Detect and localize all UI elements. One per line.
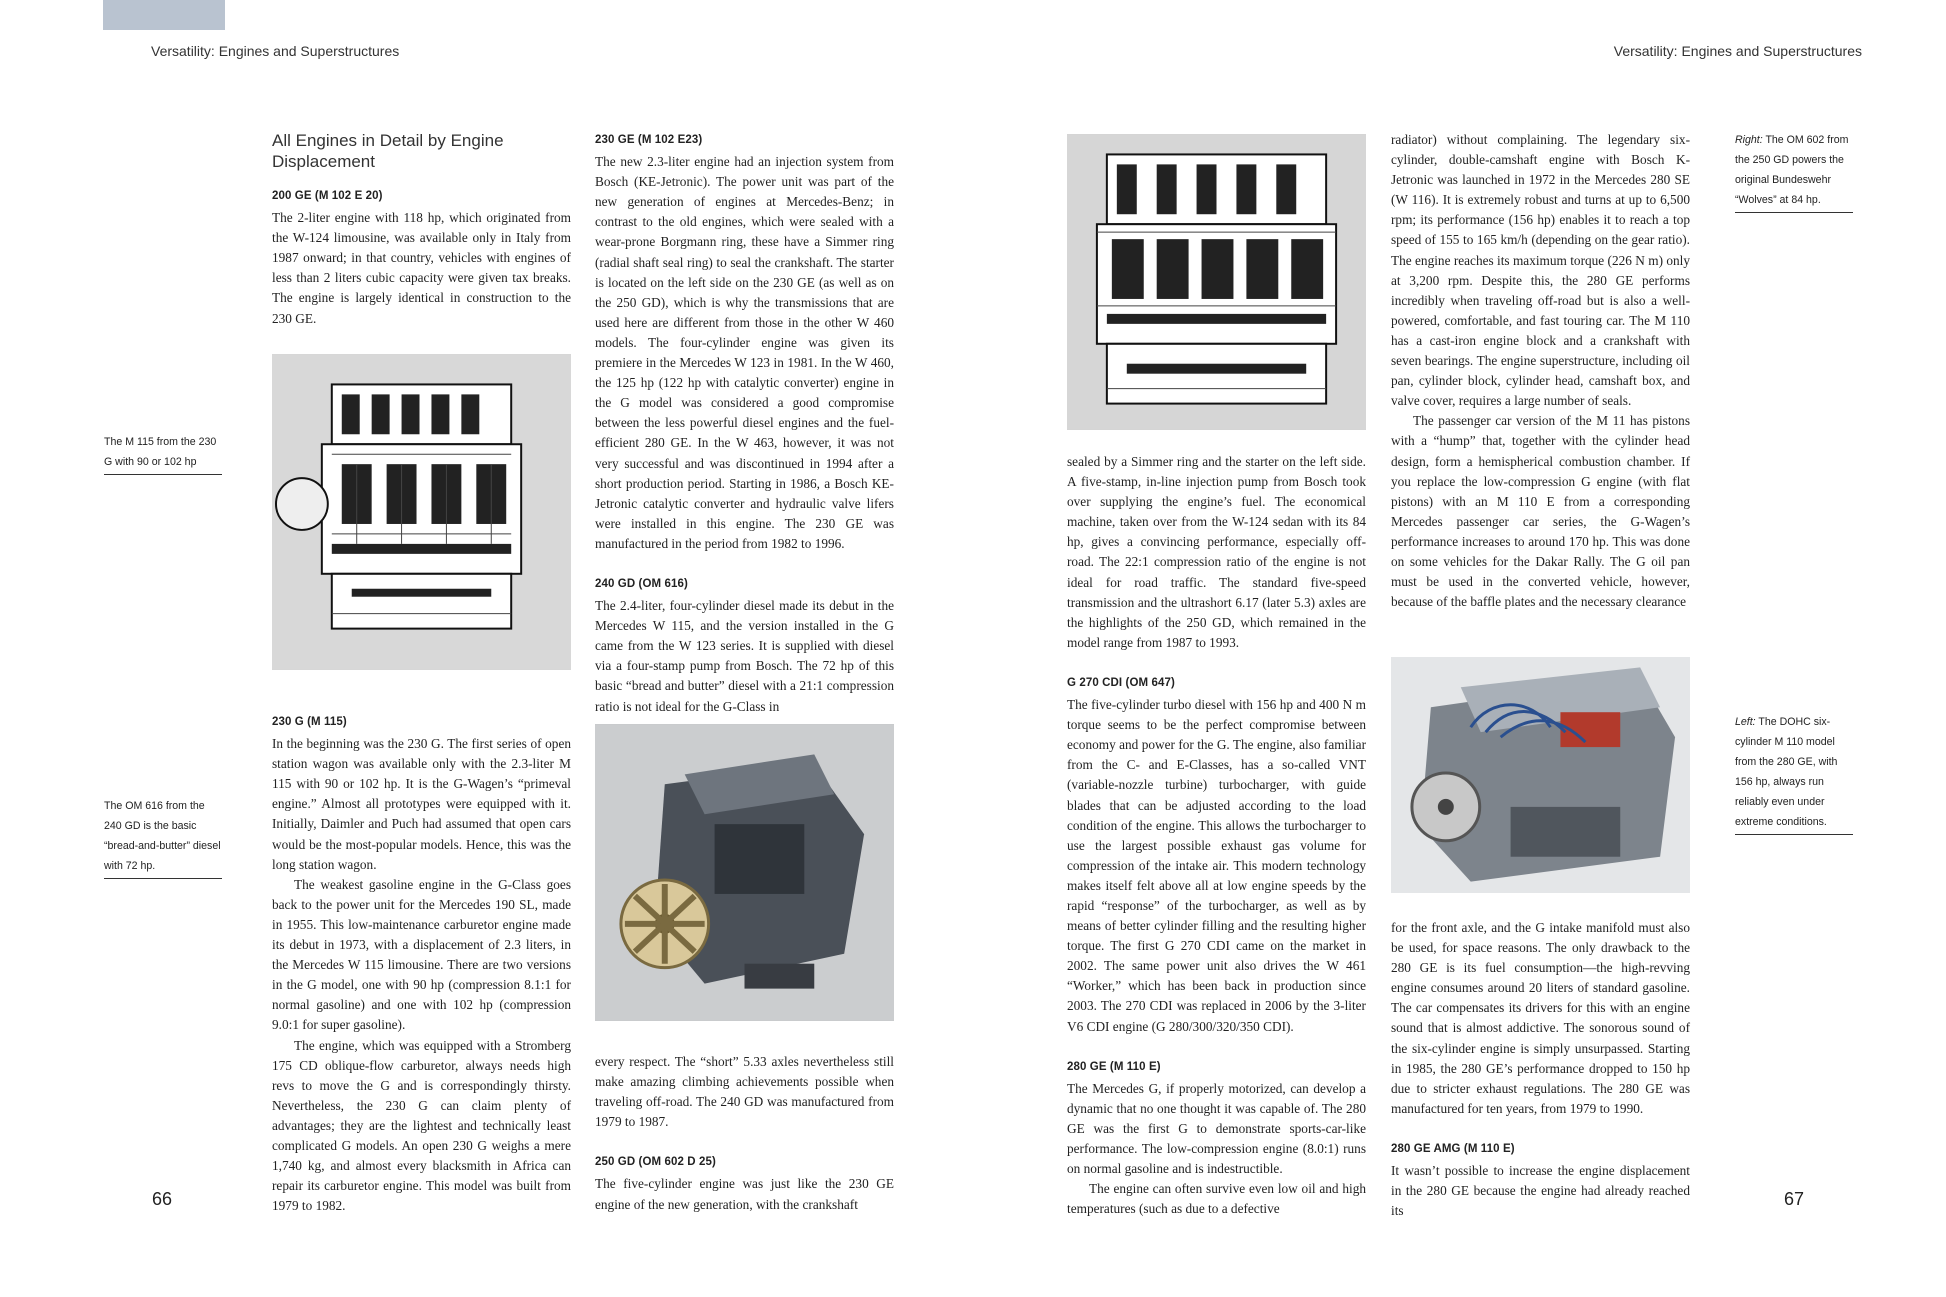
left-running-title: Versatility: Engines and Superstructures	[151, 43, 400, 59]
caption-om602-text: The OM 602 from the 250 GD powers the original Bundeswehr “Wolves” at 84 hp.	[1735, 134, 1849, 206]
column-4-bottom	[1391, 918, 1690, 1221]
heading-250gd: 250 GD (OM 602 D 25)	[595, 1156, 716, 1169]
m115-cutaway-illustration	[272, 354, 571, 670]
paragraph-230ge: The new 2.3-liter engine had an injection system from Bosch (KE-Jetronic). The power unit was part of the new generation of engines at Mercedes-Benz; in contrast to the old engines, which were sealed with a wear-prone Borgmann ring, these have a Simmer ring (radial shaft seal ring) to seal the crankshaft. The starter is located on the left side on the 230 GE (as well as on the 250 GD), which is why the transmissions that are used here are different from those in the other W 460 models. The four-cylinder engine was given its premiere in the Mercedes W 123 in 1981. In the W 460, the 125 hp (122 hp with catalytic converter) engine in the G model was considered a good compromise between the less powerful diesel engines and the fuel-efficient 280 GE. In the W 463, however, it was not very successful and was discontinued in 1994 after a short production period. Starting in 1986, a Bosch KE-Jetronic catalytic converter and hydraulic valve lifers were installed in this engine. The 230 GE was manufactured in the period from 1982 to 1996.	[595, 154, 894, 551]
paragraph-280ge-amg: It wasn’t possible to increase the engine displacement in the 280 GE because the engine had already reached its	[1391, 1163, 1690, 1219]
paragraph-200ge: The 2-liter engine with 118 hp, which originated from the W-124 limousine, was available only in Italy from 1987 onward; in that country, vehicles with engines of less than 2 liters cubic capacity were given tax breaks. The engine is largely identical in construction to the 230 GE.	[272, 210, 571, 326]
caption-om602-label: Right:	[1735, 134, 1763, 146]
paragraph-250gd: The five-cylinder engine was just like the 230 GE engine of the new generation, with the crankshaft	[595, 1176, 894, 1212]
paragraph-230g-3: The engine, which was equipped with a Stromberg 175 CD oblique-flow carburetor, always needs high revs to move the G and is correspondingly thirsty. Nevertheless, the 230 G can claim plenty of advantages; they are the lightest and technically least complicated G models. An open 230 G weighs a mere 1,740 kg, and almost every blacksmith in Africa can repair its carburetor engine. This model was built from 1979 to 1982.	[272, 1037, 571, 1214]
caption-m110	[1735, 712, 1853, 835]
paragraph-240gd: The 2.4-liter, four-cylinder diesel made its debut in the Mercedes W 115, and the version installed in the G came from the W 123 series. It is supplied with diesel via a four-stamp pump from Bosch. The 72 hp of this basic “bread and butter” diesel with a 21:1 compression ratio is not ideal for the G-Class in	[595, 598, 894, 714]
right-page-number: 67	[1784, 1189, 1805, 1209]
image-om616-engine-photo	[595, 724, 894, 1021]
m110-photo-illustration	[1391, 657, 1690, 893]
caption-m115: The M 115 from the 230 G with 90 or 102 hp	[104, 432, 222, 475]
column-1-bottom	[272, 712, 571, 1216]
om616-photo-illustration	[595, 724, 894, 1021]
heading-240gd: 240 GD (OM 616)	[595, 577, 688, 590]
paragraph-280ge-2: The engine can often survive even low oil and high temperatures (such as due to a defective	[1067, 1181, 1366, 1217]
heading-280ge-amg: 280 GE AMG (M 110 E)	[1391, 1142, 1515, 1155]
paragraph-g270cdi: The five-cylinder turbo diesel with 156 hp and 400 N m torque seems to be the perfect compromise between economy and power for the G. The engine, also familiar from the C- and E-Classes, has a so-called VNT (variable-nozzle turbine) turbocharger, with guide blades that can be adjusted according to the load condition of the engine. This allows the turbocharger to use the largest possible exhaust gas volume for compression of the intake air. This modern technology makes itself felt above all at low engine speeds by the rapid “response” of the turbocharger, as well as by means of better cylinder filling and the resulting higher torque. The first G 270 CDI came on the market in 2002. The same power unit also drives the W 461 “Worker,” which has been back in production since 2003. The 270 CDI was replaced in 2006 by the 3-liter V6 CDI engine (G 280/300/320/350 CDI).	[1067, 697, 1366, 1034]
page-tab-marker	[103, 0, 225, 30]
section-title: All Engines in Detail by Engine Displacement	[272, 131, 504, 171]
paragraph-280ge-axle: for the front axle, and the G intake manifold must also be used, for space reasons. The only drawback to the 280 GE is its fuel consumption—the high-revving engine consumes around 20 liters of standard gasoline. The car compensates its drivers for this with an engine sound that is almost addictive. The sonorous sound of the six-cylinder engine is simply unsurpassed. Starting in 1985, the 280 GE’s performance dropped to 150 hp due to stricter exhaust regulations. The 280 GE was manufactured for ten years, from 1979 to 1990.	[1391, 920, 1690, 1116]
caption-m110-text: The DOHC six-cylinder M 110 model from the 280 GE, with 156 hp, always run reliably even under extreme conditions.	[1735, 716, 1838, 828]
heading-280ge: 280 GE (M 110 E)	[1067, 1060, 1161, 1073]
left-page-number: 66	[152, 1189, 173, 1209]
paragraph-280ge-continued: radiator) without complaining. The legendary six-cylinder, double-camshaft engine with Bosch K-Jetronic was launched in 1972 in the Mercedes 280 SE (W 116). It is extremely robust and turns at up to 6,500 rpm; its performance (156 hp) enables it to reach a top speed of 155 to 165 km/h (depending on the gear ratio). The engine reaches its maximum torque (226 N m) only at 3,200 rpm. Despite this, the 280 GE performs incredibly when traveling off-road but is also a well-powered, comfortable, and fast touring car. The M 110 has a cast-iron engine block and a crankshaft with seven bearings. The engine superstructure, including oil pan, cylinder block, cylinder head, camshaft box, and valve cover, requires a large number of seals.	[1391, 132, 1690, 409]
column-2-bottom	[595, 1052, 894, 1215]
heading-230g: 230 G (M 115)	[272, 716, 347, 728]
heading-g270cdi: G 270 CDI (OM 647)	[1067, 676, 1175, 689]
caption-m110-label: Left:	[1735, 716, 1756, 728]
image-m110-engine-photo	[1391, 657, 1690, 893]
right-running-title: Versatility: Engines and Superstructures	[1613, 43, 1862, 59]
paragraph-230g-2: The weakest gasoline engine in the G-Class goes back to the power unit for the Mercedes 190 SL, made in 1955. This low-maintenance carburetor engine made its debut in 1973, with a displacement of 2.3 liters, in the Mercedes W 115 limousine. There are two versions in the G model, one with 90 hp (compression 8.1:1 for normal gasoline) and one with 102 hp (compression 9.0:1 for super gasoline).	[272, 876, 571, 1033]
column-3-bottom	[1067, 452, 1366, 1219]
caption-om602	[1735, 130, 1853, 213]
image-om602-engine-cutaway	[1067, 134, 1366, 430]
paragraph-240gd-continued: every respect. The “short” 5.33 axles nevertheless still make amazing climbing achievements possible when traveling off-road. The 240 GD was manufactured from 1979 to 1987.	[595, 1054, 894, 1130]
om602-cutaway-illustration	[1067, 134, 1366, 430]
paragraph-280ge-1: The Mercedes G, if properly motorized, can develop a dynamic that no one thought it was capable of. The 280 GE was the first G to demonstrate sports-car-like performance. The low-compression engine (8.0:1) runs on normal gasoline and is indestructible.	[1067, 1080, 1366, 1177]
caption-om616: The OM 616 from the 240 GD is the basic “bread-and-butter” diesel with 72 hp.	[104, 796, 222, 879]
heading-200ge: 200 GE (M 102 E 20)	[272, 190, 383, 202]
paragraph-230g-1: In the beginning was the 230 G. The first series of open station wagon was available only with the 2.3-liter M 115 with 90 or 102 hp. It is the G-Wagen’s “primeval engine.” Almost all prototypes were equipped with it. Initially, Daimler and Puch had assumed that open cars would be the most-popular models. Hence, this was the long station wagon.	[272, 736, 571, 872]
column-1-top	[272, 130, 571, 329]
image-m115-engine-cutaway	[272, 354, 571, 670]
paragraph-250gd-continued: sealed by a Simmer ring and the starter on the left side. A five-stamp, in-line injection pump from Bosch took over supplying the engine’s fuel. The economical machine, taken over from the W-124 sedan with its 84 hp, gives a convincing performance, especially off-road. The 22:1 compression ratio of the engine is not ideal for road traffic. The standard five-speed transmission and the ultrashort 6.17 (later 5.3) axles are the highlights of the 250 GD, which remained in the model range from 1987 to 1993.	[1067, 454, 1366, 650]
paragraph-280ge-hump: The passenger car version of the M 11 has pistons with a “hump” that, together with the cylinder head design, form a hemispherical combustion chamber. If you replace the low-compression G engine (with flat pistons) with an M 110 E from a corresponding Mercedes passenger car series, the G-Wagen’s performance increases to around 170 hp. This was done on some vehicles for the Dakar Rally. The G oil pan must be used in the converted vehicle, however, because of the baffle plates and the necessary clearance	[1391, 413, 1690, 610]
heading-230ge: 230 GE (M 102 E23)	[595, 134, 703, 146]
column-2-top	[595, 130, 894, 717]
column-4-top	[1391, 130, 1690, 612]
